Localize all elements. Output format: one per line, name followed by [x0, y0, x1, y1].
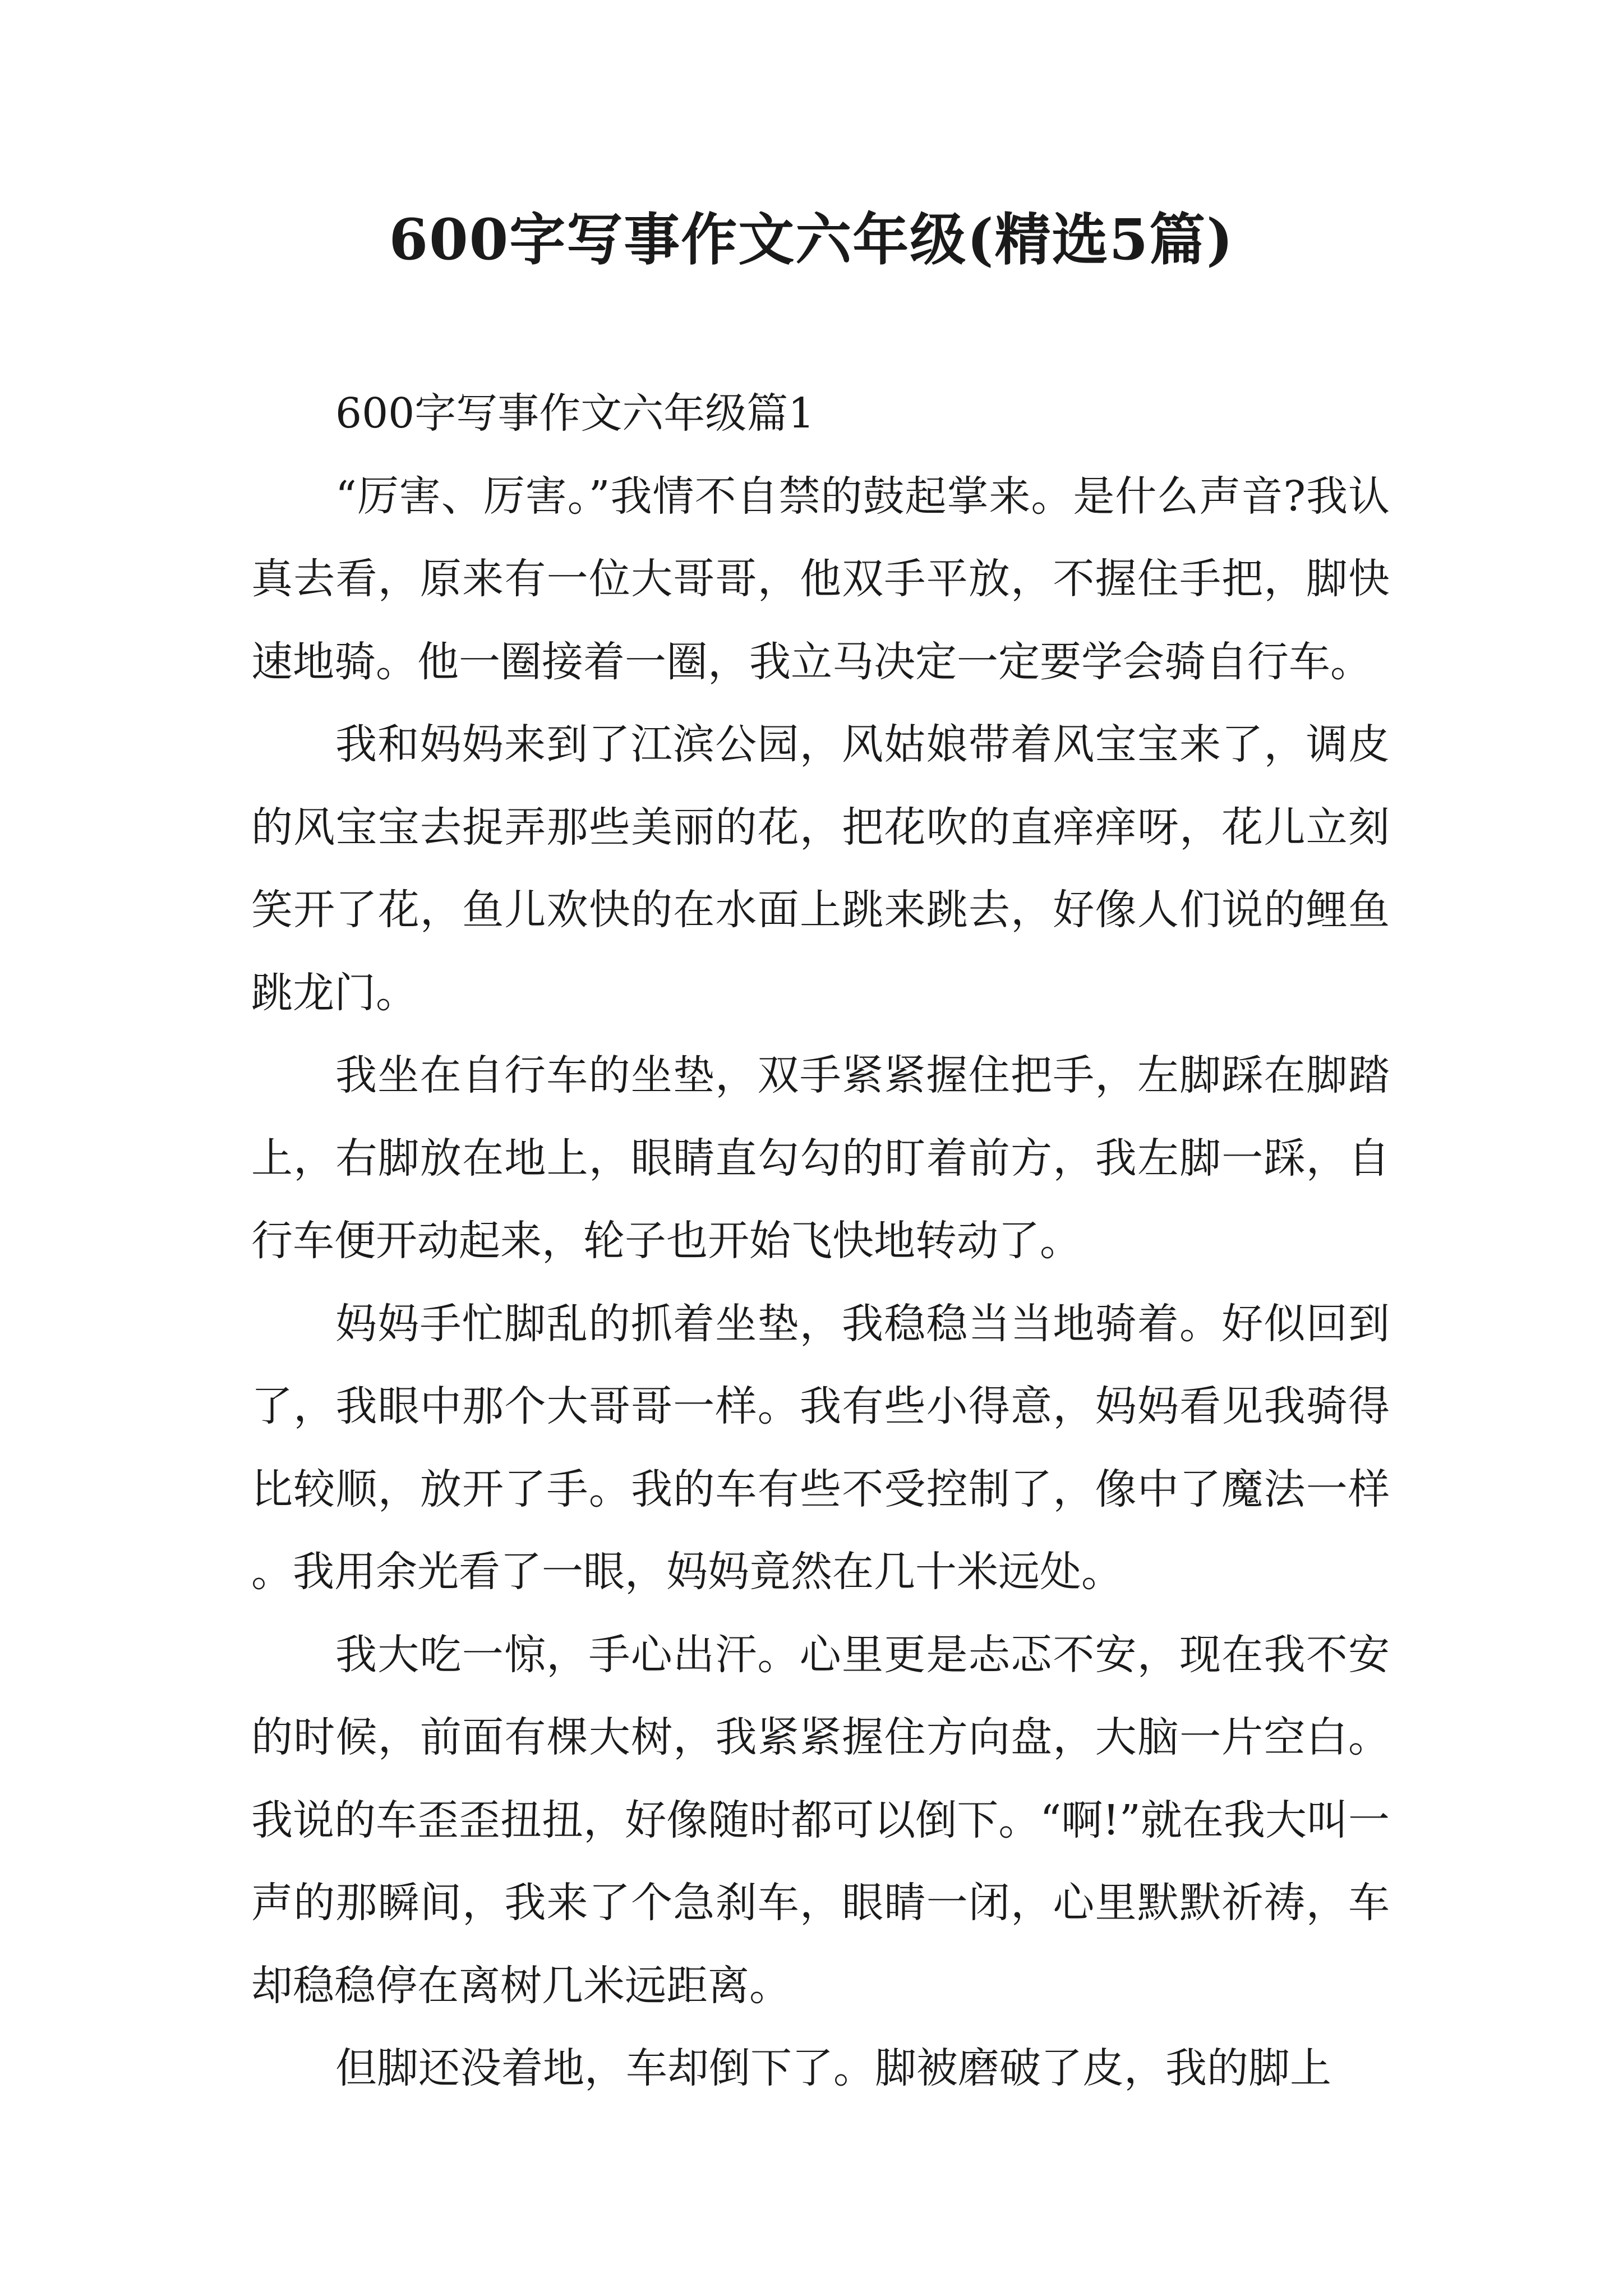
paragraph-2: 我和妈妈来到了江滨公园，风姑娘带着风宝宝来了，调皮的风宝宝去捉弄那些美丽的花，把花吹的直痒痒呀，花儿立刻笑开了花，鱼儿欢快的在水面上跳来跳去，好像人们说的鲤鱼跳龙门。 — [251, 720, 1390, 1017]
paragraph-3: 我坐在自行车的坐垫，双手紧紧握住把手，左脚踩在脚踏上，右脚放在地上，眼睛直勾勾的盯着前方，我左脚一踩，自行车便开动起来，轮子也开始飞快地转动了。 — [251, 1051, 1390, 1265]
paragraph-5: 我大吃一惊，手心出汗。心里更是忐忑不安，现在我不安的时候，前面有棵大树，我紧紧握住方向盘，大脑一片空白。我说的车歪歪扭扭，好像随时都可以倒下。“啊!”就在我大叫一声的那瞬间，我来了个急刹车，眼睛一闭，心里默默祈祷，车却稳稳停在离树几米远距离。 — [251, 1630, 1390, 2010]
paragraph-4: 妈妈手忙脚乱的抓着坐垫，我稳稳当当地骑着。好似回到了，我眼中那个大哥哥一样。我有些小得意，妈妈看见我骑得比较顺，放开了手。我的车有些不受控制了，像中了魔法一样。我用余光看了一眼，妈妈竟然在几十米远处。 — [251, 1299, 1390, 1596]
section-heading: 600字写事作文六年级篇1 — [335, 389, 815, 438]
paragraph-6: 但脚还没着地，车却倒下了。脚被磨破了皮，我的脚上 — [335, 2044, 1331, 2092]
paragraph-1: “厉害、厉害。”我情不自禁的鼓起掌来。是什么声音?我认真去看，原来有一位大哥哥，他双手平放，不握住手把，脚快速地骑。他一圈接着一圈，我立马决定一定要学会骑自行车。 — [251, 472, 1390, 686]
document-title: 600字写事作文六年级(精选5篇) — [389, 206, 1234, 273]
document-body — [251, 372, 1390, 2110]
